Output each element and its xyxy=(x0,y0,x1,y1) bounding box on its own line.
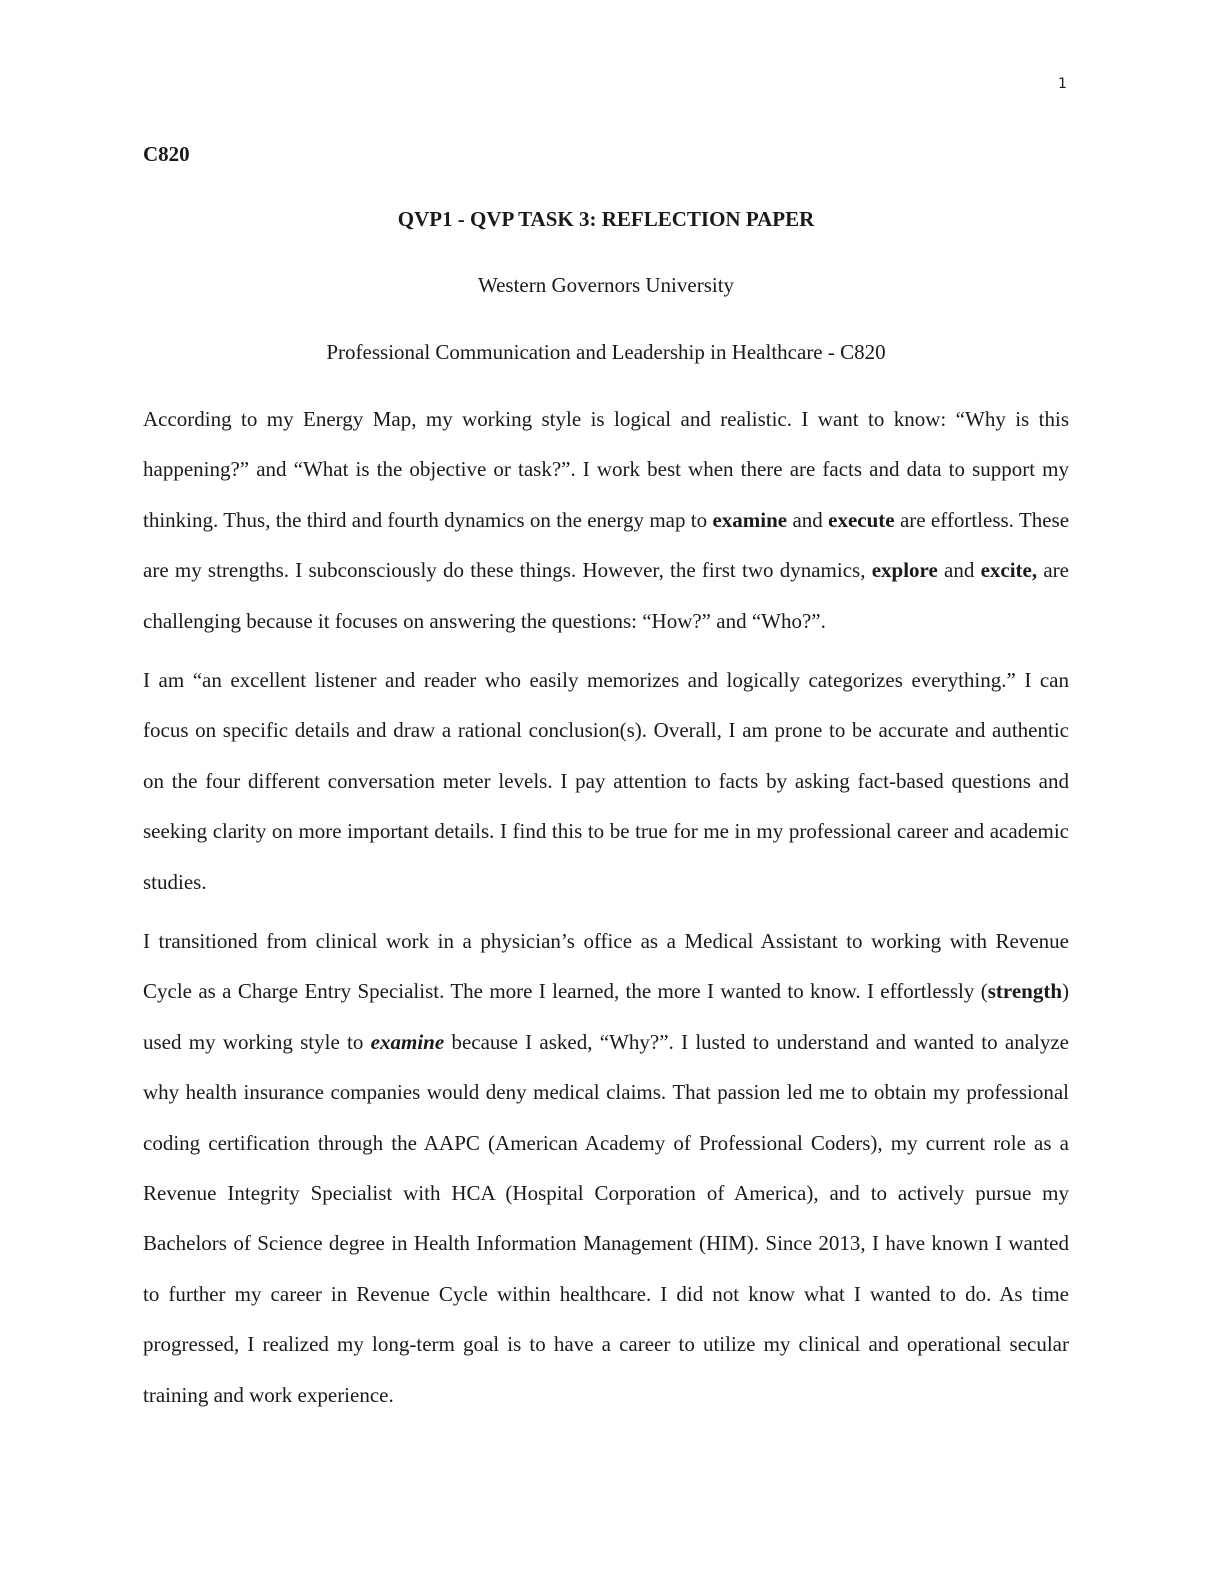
paragraph-career xyxy=(143,916,1069,1420)
p1-bold-examine: examine xyxy=(712,507,788,532)
p1-text-2: and xyxy=(787,507,829,532)
p3-bold-strength: strength xyxy=(987,979,1062,1004)
p1-bold-explore: explore xyxy=(871,558,938,583)
p1-text-3: are effortless. These are my strengths. I subconsciously do these things. However, the first two dynamics, xyxy=(143,507,1070,583)
p2-text: I am “an excellent listener and reader who easily memorizes and logically categorizes everything.” I can focus on specific details and draw a rational conclusion(s). Overall, I am prone to be accurate and authentic on the four different conversation meter levels. I pay attention to facts by asking fact-based questions and seeking clarity on more important details. I find this to be true for me in my professional career and academic studies. xyxy=(143,668,1069,894)
course-name: Professional Communication and Leadership in Healthcare - C820 xyxy=(326,340,886,364)
paragraph-energy-map xyxy=(143,394,1069,646)
course-code-heading: C820 xyxy=(143,142,190,166)
p3-text-1: I transitioned from clinical work in a physician’s office as a Medical Assistant to working with Revenue Cycle as a Charge Entry Specialist. The more I learned, the more I wanted to know. I effortlessly ( xyxy=(143,929,1069,1004)
paper-title: QVP1 - QVP TASK 3: REFLECTION PAPER xyxy=(397,207,815,231)
p1-bold-execute: execute xyxy=(828,507,895,532)
p1-bold-excite: excite, xyxy=(980,558,1038,583)
p3-bold-italic-examine: examine xyxy=(370,1029,445,1054)
page-number: 1 xyxy=(1058,76,1067,92)
p3-text-3: because I asked, “Why?”. I lusted to understand and wanted to analyze why health insurance companies would deny medical claims. That passion led me to obtain my professional coding certification through the AAPC (American Academy of Professional Coders), my current role as a Revenue Integrity Specialist with HCA (Hospital Corporation of America), and to actively pursue my Bachelors of Science degree in Health Information Management (HIM). Since 2013, I have known I wanted to further my career in Revenue Cycle within healthcare. I did not know what I wanted to do. As time progressed, I realized my long-term goal is to have a career to utilize my clinical and operational secular training and work experience. xyxy=(143,1029,1069,1407)
p1-text-4: and xyxy=(937,558,981,583)
p3-text-2: ) used my working style to xyxy=(143,979,1069,1054)
university-name: Western Governors University xyxy=(477,273,735,297)
p1-text-5: are challenging because it focuses on answering the questions: “How?” and “Who?”. xyxy=(143,558,1069,633)
p1-text-1: According to my Energy Map, my working style is logical and realistic. I want to know: “Why is this happening?” and “What is the objective or task?”. I work best when there are facts and data to support my thinking. Thus, the third and fourth dynamics on the energy map to xyxy=(143,407,1069,532)
paragraph-listener xyxy=(143,655,1069,907)
